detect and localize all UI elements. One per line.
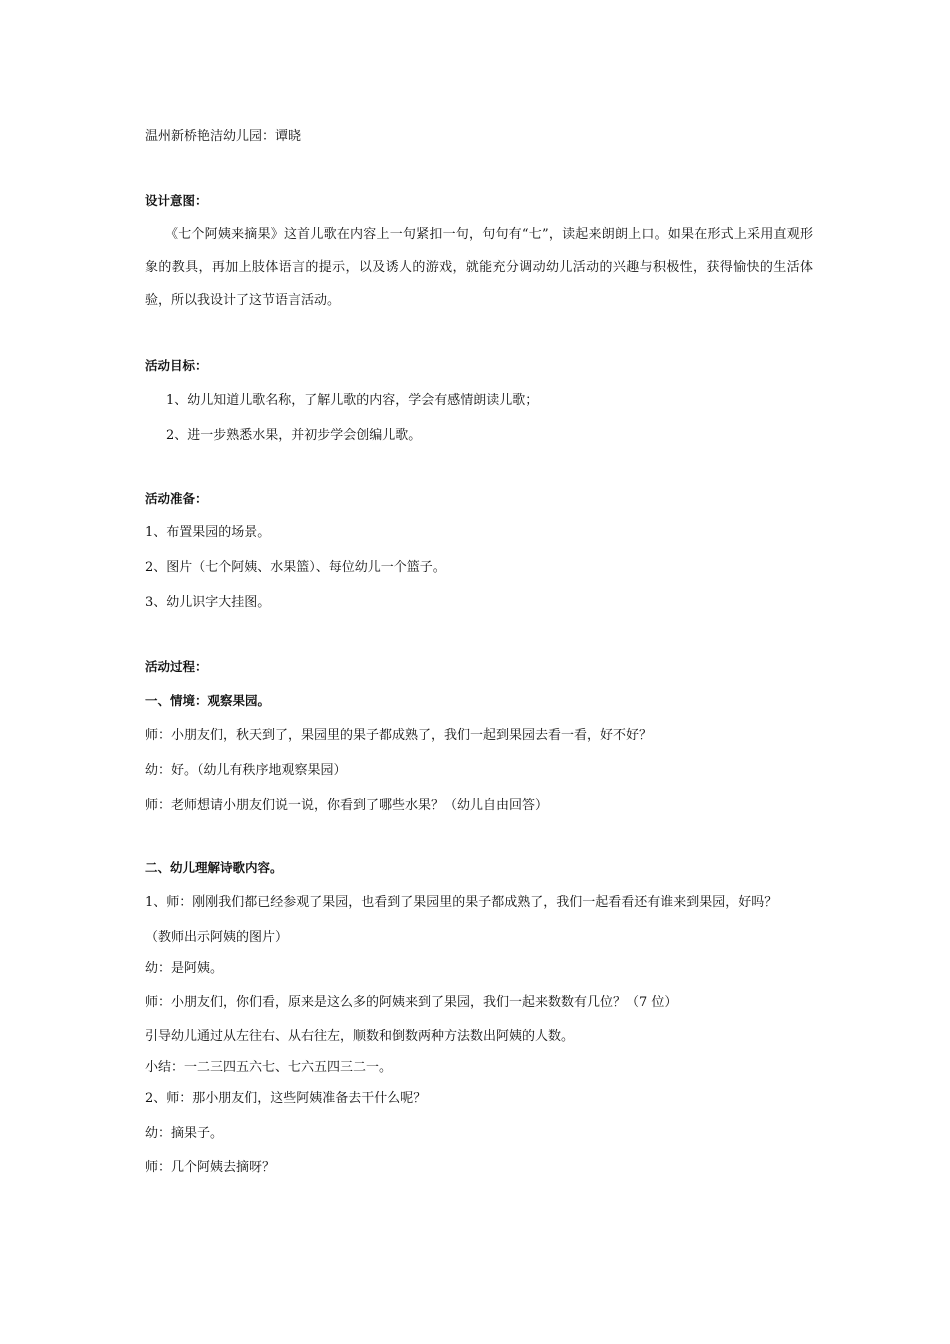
dialogue-line: 2、师：那小朋友们，这些阿姨准备去干什么呢？ bbox=[145, 1091, 427, 1106]
dialogue-line: 师：老师想请小朋友们说一说，你看到了哪些水果？（幼儿自由回答） bbox=[145, 798, 549, 813]
dialogue-line: 师：小朋友们，你们看，原来是这么多的阿姨来到了果园，我们一起来数数有几位？（7 位） bbox=[145, 995, 678, 1010]
author-line: 温州新桥艳洁幼儿园：谭晓 bbox=[145, 129, 302, 144]
dialogue-line: 1、师：刚刚我们都已经参观了果园，也看到了果园里的果子都成熟了，我们一起看看还有谁来到果园，好吗？ bbox=[145, 895, 778, 910]
preparation-item: 3、幼儿识字大挂图。 bbox=[145, 595, 271, 610]
goal-item: 1、幼儿知道儿歌名称，了解儿歌的内容，学会有感情朗读儿歌； bbox=[166, 393, 539, 408]
design-intent-paragraph: 《七个阿姨来摘果》这首儿歌在内容上一句紧扣一句，句句有“七”，读起来朗朗上口。如果在形式上采用直观形象的教具，再加上肢体语言的提示，以及诱人的游戏，就能充分调动幼儿活动的兴趣与积极性，获得愉快的生活体验，所以我设计了这节语言活动。 bbox=[145, 227, 813, 308]
preparation-heading: 活动准备： bbox=[145, 491, 208, 506]
dialogue-line: 师：几个阿姨去摘呀？ bbox=[145, 1160, 276, 1175]
dialogue-line: 幼：摘果子。 bbox=[145, 1126, 224, 1141]
goal-item: 2、进一步熟悉水果，并初步学会创编儿歌。 bbox=[166, 428, 422, 443]
section-title: 一、情境：观察果园。 bbox=[145, 693, 271, 708]
dialogue-line: 师：小朋友们，秋天到了，果园里的果子都成熟了，我们一起到果园去看一看，好不好？ bbox=[145, 728, 653, 743]
preparation-item: 2、图片（七个阿姨、水果篮）、每位幼儿一个篮子。 bbox=[145, 560, 446, 575]
dialogue-line: （教师出示阿姨的图片） bbox=[145, 930, 289, 945]
dialogue-line: 引导幼儿通过从左往右、从右往左，顺数和倒数两种方法数出阿姨的人数。 bbox=[145, 1029, 575, 1044]
dialogue-line: 幼：是阿姨。 bbox=[145, 961, 224, 976]
section-title: 二、幼儿理解诗歌内容。 bbox=[145, 860, 283, 875]
design-intent-heading: 设计意图： bbox=[145, 193, 208, 208]
goals-heading: 活动目标： bbox=[145, 358, 208, 373]
process-heading: 活动过程： bbox=[145, 659, 208, 674]
dialogue-line: 小结：一二三四五六七、七六五四三二一。 bbox=[145, 1060, 393, 1075]
dialogue-line: 幼：好。（幼儿有秩序地观察果园） bbox=[145, 763, 347, 778]
preparation-item: 1、布置果园的场景。 bbox=[145, 525, 271, 540]
